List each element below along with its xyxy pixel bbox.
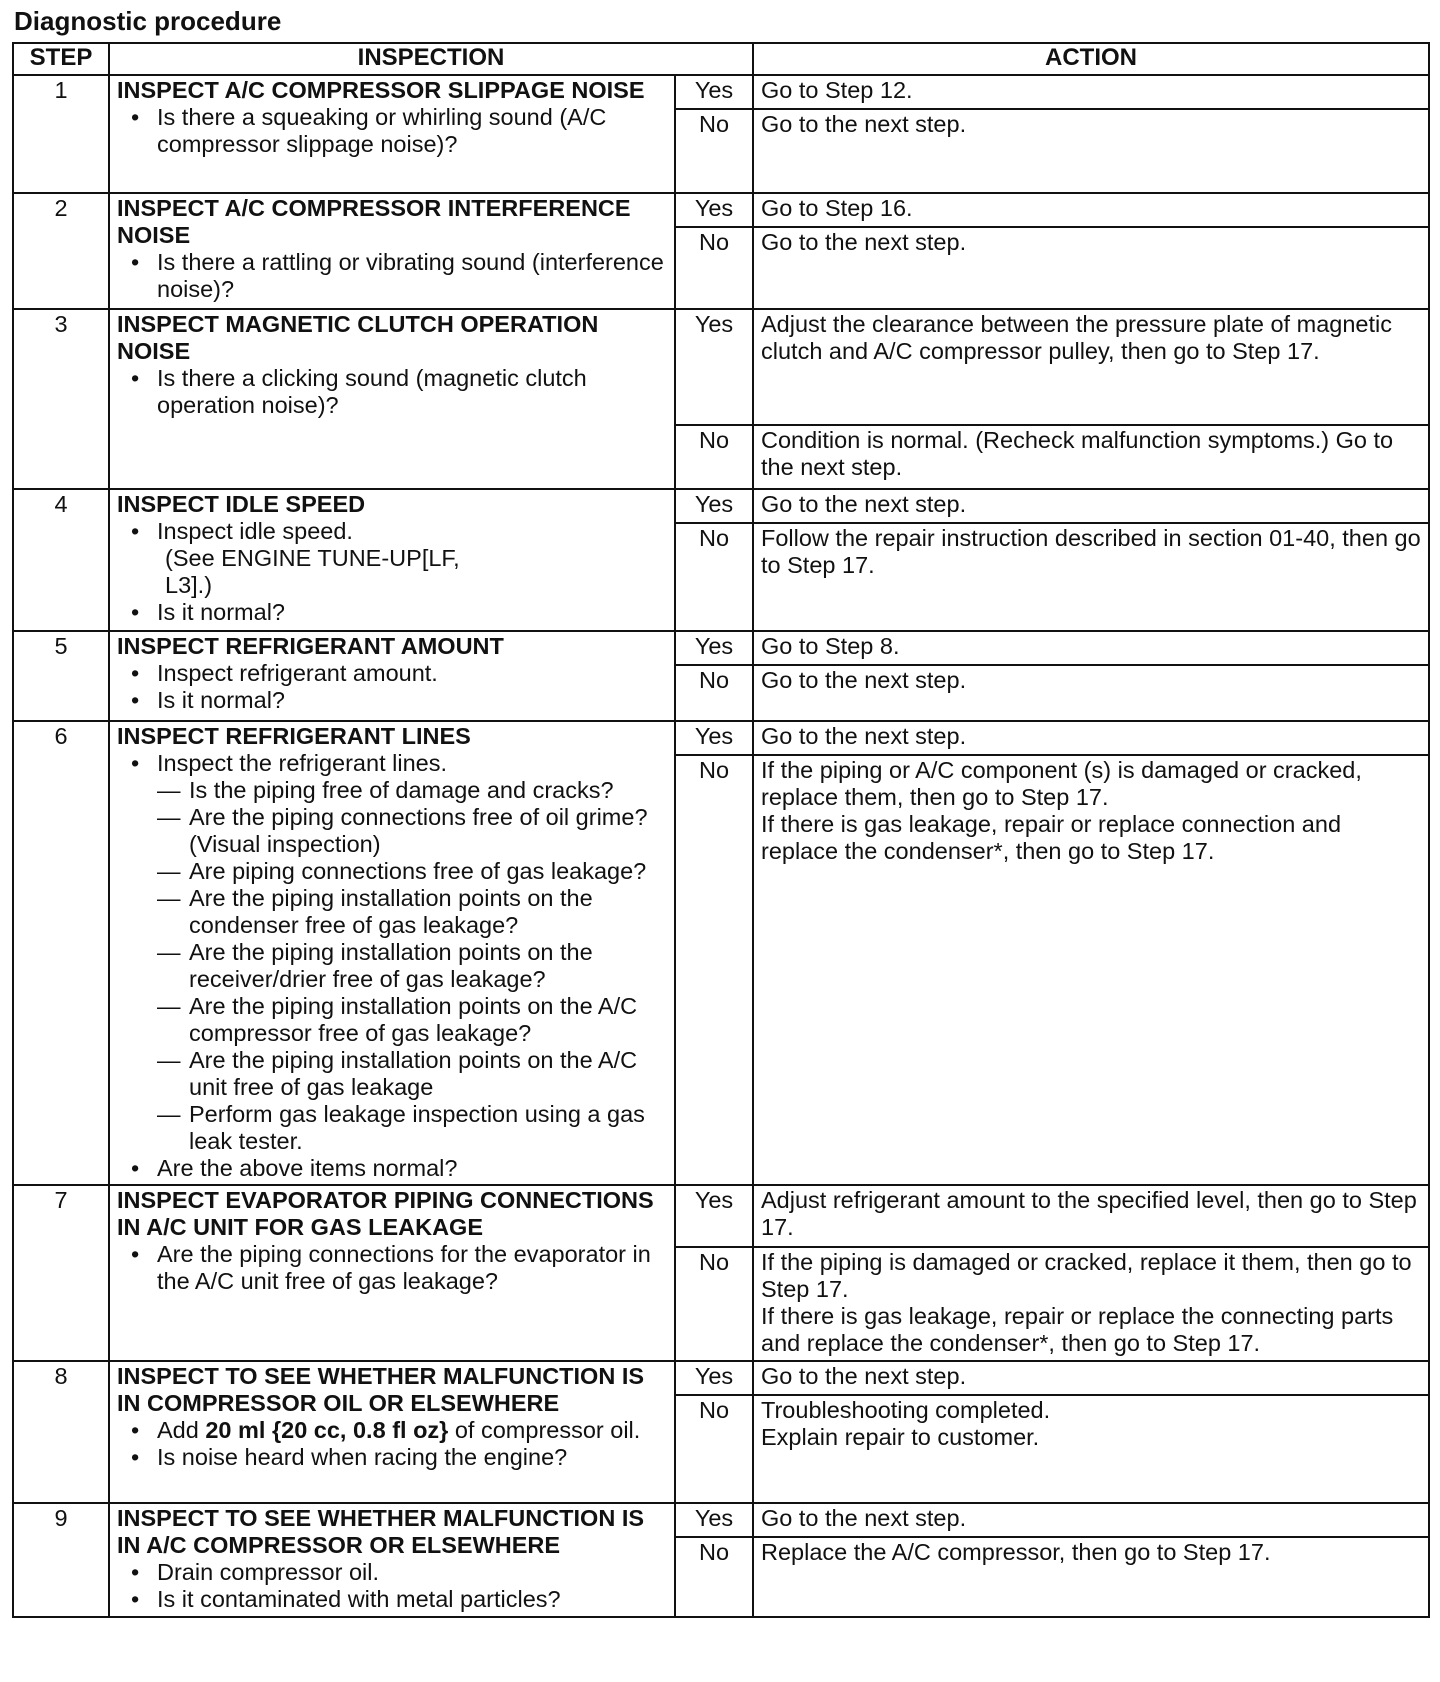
inspection-cell [109, 75, 675, 193]
inspection-bullet: • Is noise heard when racing the engine? [157, 1444, 667, 1471]
inspection-cell [109, 721, 675, 1185]
inspection-title: INSPECT TO SEE WHETHER MALFUNCTION IS IN A/C COMPRESSOR OR ELSEWHERE [117, 1505, 645, 1558]
inspection-title: INSPECT MAGNETIC CLUTCH OPERATION NOISE [117, 311, 599, 364]
step-row [13, 489, 1429, 523]
step-row [13, 631, 1429, 665]
inspection-title: INSPECT A/C COMPRESSOR SLIPPAGE NOISE [117, 77, 645, 103]
action-column-header: ACTION [753, 43, 1429, 75]
step-row [13, 75, 1429, 109]
yes-action: Go to the next step. [753, 1503, 1429, 1537]
yes-label: Yes [675, 1503, 753, 1537]
inspection-title: INSPECT EVAPORATOR PIPING CONNECTIONS IN A/C UNIT FOR GAS LEAKAGE [117, 1187, 654, 1240]
inspection-title: INSPECT TO SEE WHETHER MALFUNCTION IS IN COMPRESSOR OIL OR ELSEWHERE [117, 1363, 645, 1416]
step-row [13, 1361, 1429, 1395]
inspection-cell [109, 193, 675, 309]
header-row [13, 43, 1429, 75]
no-action: Follow the repair instruction described in section 01-40, then go to Step 17. [753, 523, 1429, 631]
yes-action: Go to Step 12. [753, 75, 1429, 109]
inspection-bullet: • Drain compressor oil. [157, 1559, 667, 1586]
yes-action: Go to the next step. [753, 489, 1429, 523]
yes-label: Yes [675, 75, 753, 109]
bullet-text: Inspect idle speed. [157, 518, 353, 544]
no-label: No [675, 1395, 753, 1503]
diagnostic-table [12, 42, 1430, 1618]
inspection-bullet [157, 1417, 667, 1444]
inspection-cell [109, 489, 675, 631]
bullet-text: of compressor oil. [454, 1417, 641, 1443]
no-label: No [675, 425, 753, 489]
yes-action: Go to the next step. [753, 1361, 1429, 1395]
step-number: 7 [13, 1185, 109, 1361]
step-number: 4 [13, 489, 109, 631]
step-number: 6 [13, 721, 109, 1185]
yes-label: Yes [675, 309, 753, 425]
inspection-title: INSPECT A/C COMPRESSOR INTERFERENCE NOISE [117, 195, 631, 248]
oil-amount: 20 ml {20 cc, 0.8 fl oz} [205, 1417, 449, 1443]
inspection-cell [109, 1185, 675, 1361]
action-line: If the piping is damaged or cracked, replace it them, then go to Step 17. [761, 1249, 1412, 1302]
no-action: Condition is normal. (Recheck malfunction symptoms.) Go to the next step. [753, 425, 1429, 489]
inspection-bullet: • Is there a rattling or vibrating sound (interference noise)? [157, 249, 667, 303]
reference-note: (See ENGINE TUNE-UP[LF, L3].) [165, 545, 460, 598]
step-column-header: STEP [13, 43, 109, 75]
no-label: No [675, 227, 753, 309]
bullet-text: Inspect the refrigerant lines. [157, 750, 447, 776]
yes-label: Yes [675, 631, 753, 665]
step-number: 3 [13, 309, 109, 489]
inspection-cell [109, 631, 675, 721]
step-row [13, 721, 1429, 755]
step-number: 5 [13, 631, 109, 721]
yes-label: Yes [675, 193, 753, 227]
sub-check-item: — Are the piping installation points on the A/C unit free of gas leakage [189, 1047, 667, 1101]
bullet-text: Add [157, 1417, 199, 1443]
no-label: No [675, 1537, 753, 1617]
inspection-bullet: • Is it normal? [157, 599, 667, 626]
inspection-bullet: • Is it normal? [157, 687, 667, 714]
step-row [13, 1503, 1429, 1537]
inspection-bullet: • Are the piping connections for the evaporator in the A/C unit free of gas leakage? [157, 1241, 667, 1295]
action-line: Explain repair to customer. [761, 1424, 1040, 1450]
sub-check-item: — Are piping connections free of gas leakage? [189, 858, 667, 885]
yes-label: Yes [675, 489, 753, 523]
action-line: Troubleshooting completed. [761, 1397, 1051, 1423]
action-line: If there is gas leakage, repair or replace connection and replace the condenser*, then go to Step 17. [761, 811, 1342, 864]
step-number: 1 [13, 75, 109, 193]
action-line: If the piping or A/C component (s) is damaged or cracked, replace them, then go to Step 17. [761, 757, 1362, 810]
yes-label: Yes [675, 1185, 753, 1247]
inspection-cell [109, 1361, 675, 1503]
yes-action: Go to Step 8. [753, 631, 1429, 665]
page-heading: Diagnostic procedure [14, 6, 282, 36]
sub-check-item: — Are the piping installation points on the A/C compressor free of gas leakage? [189, 993, 667, 1047]
step-row [13, 309, 1429, 425]
no-action: Go to the next step. [753, 227, 1429, 309]
sub-check-item: — Are the piping connections free of oil grime? (Visual inspection) [189, 804, 667, 858]
no-label: No [675, 1247, 753, 1361]
yes-action: Go to Step 16. [753, 193, 1429, 227]
action-line: If there is gas leakage, repair or replace the connecting parts and replace the condenser*, then go to Step 17. [761, 1303, 1394, 1356]
inspection-bullet: • Is there a squeaking or whirling sound (A/C compressor slippage noise)? [157, 104, 667, 158]
no-action: Replace the A/C compressor, then go to Step 17. [753, 1537, 1429, 1617]
yes-label: Yes [675, 1361, 753, 1395]
inspection-title: INSPECT IDLE SPEED [117, 491, 366, 517]
inspection-bullet [157, 518, 667, 599]
inspection-title: INSPECT REFRIGERANT AMOUNT [117, 633, 504, 659]
no-action: Go to the next step. [753, 109, 1429, 193]
no-label: No [675, 665, 753, 721]
no-action [753, 1395, 1429, 1503]
inspection-bullet [157, 750, 667, 1155]
inspection-bullet: • Are the above items normal? [157, 1155, 667, 1182]
sub-check-item: — Are the piping installation points on the condenser free of gas leakage? [189, 885, 667, 939]
no-label: No [675, 109, 753, 193]
sub-check-item: — Is the piping free of damage and cracks? [189, 777, 667, 804]
inspection-column-header: INSPECTION [109, 43, 753, 75]
yes-label: Yes [675, 721, 753, 755]
yes-action: Adjust refrigerant amount to the specified level, then go to Step 17. [753, 1185, 1429, 1247]
yes-action: Go to the next step. [753, 721, 1429, 755]
no-action [753, 755, 1429, 1185]
inspection-bullet: • Is it contaminated with metal particles? [157, 1586, 667, 1613]
inspection-cell [109, 309, 675, 489]
inspection-title: INSPECT REFRIGERANT LINES [117, 723, 471, 749]
step-row [13, 193, 1429, 227]
no-action: Go to the next step. [753, 665, 1429, 721]
yes-action: Adjust the clearance between the pressure plate of magnetic clutch and A/C compressor pulley, then go to Step 17. [753, 309, 1429, 425]
no-label: No [675, 523, 753, 631]
step-row [13, 1185, 1429, 1247]
step-number: 2 [13, 193, 109, 309]
step-number: 8 [13, 1361, 109, 1503]
sub-check-item: — Perform gas leakage inspection using a gas leak tester. [189, 1101, 667, 1155]
no-label: No [675, 755, 753, 1185]
inspection-bullet: • Is there a clicking sound (magnetic clutch operation noise)? [157, 365, 667, 419]
inspection-cell [109, 1503, 675, 1617]
step-number: 9 [13, 1503, 109, 1617]
inspection-bullet: • Inspect refrigerant amount. [157, 660, 667, 687]
sub-check-item: — Are the piping installation points on the receiver/drier free of gas leakage? [189, 939, 667, 993]
no-action [753, 1247, 1429, 1361]
